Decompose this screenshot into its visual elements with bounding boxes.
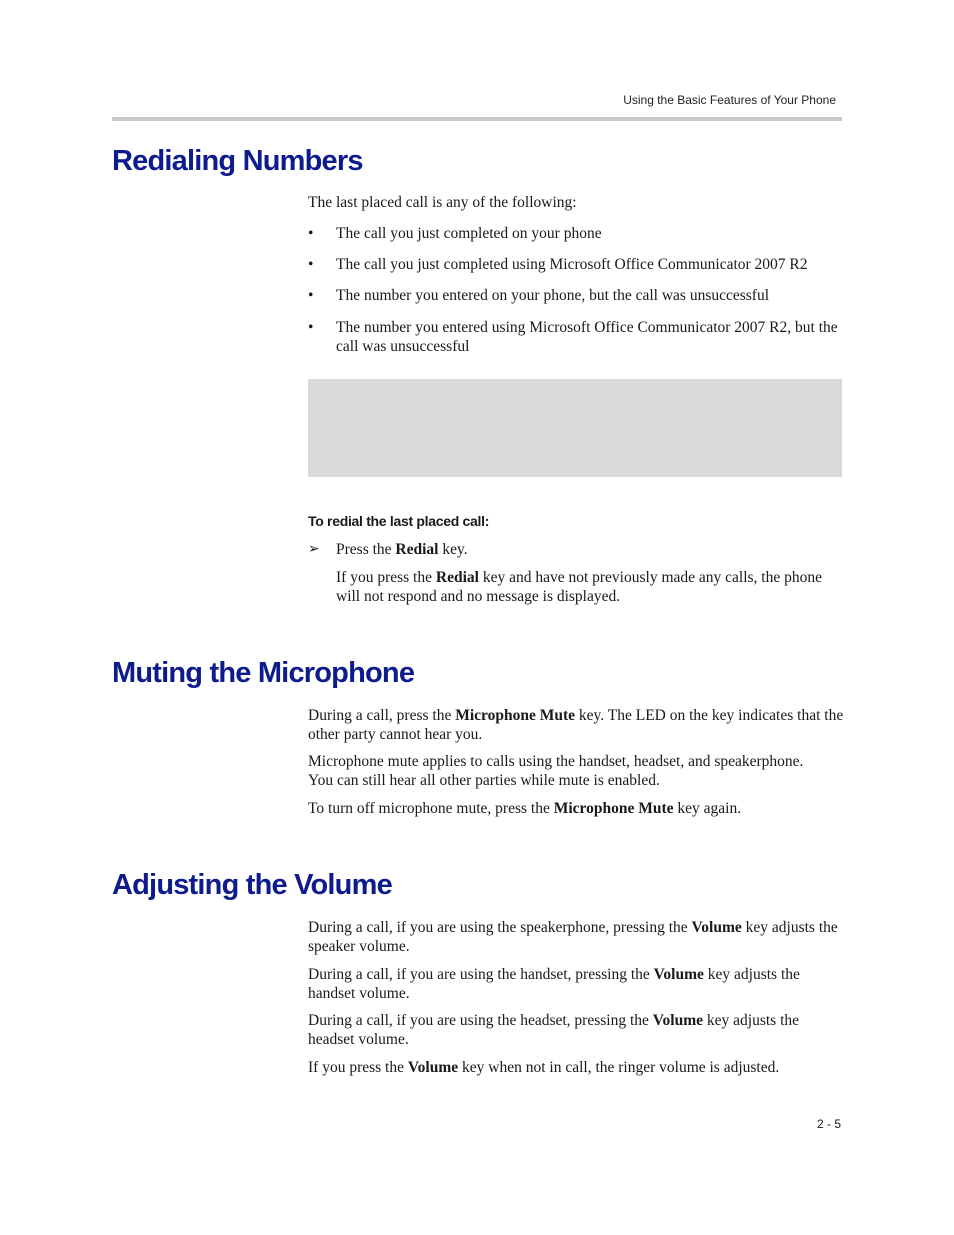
paragraph-text: During a call, if you are using the handset, pressing the: [308, 966, 654, 983]
list-item-text: The number you entered using Microsoft Office Communicator 2007 R2, but the call was unsuccessful: [336, 319, 838, 355]
paragraph-text: Microphone mute applies to calls using the handset, headset, and speakerphone. You can still hear all other parties while mute is enabled.: [308, 753, 804, 789]
key-name: Volume: [653, 966, 704, 983]
header-rule: [112, 117, 842, 121]
key-name: Volume: [691, 919, 742, 936]
mute-paragraph-3: [308, 800, 848, 819]
step-text: key.: [438, 541, 468, 558]
step-text: Press the: [336, 541, 396, 558]
volume-paragraph-3: [308, 1012, 848, 1049]
paragraph-text: If you press the: [308, 1059, 408, 1076]
mute-paragraph-1: [308, 707, 848, 744]
paragraph-text: During a call, if you are using the speakerphone, pressing the: [308, 919, 692, 936]
key-name: Microphone Mute: [553, 800, 674, 817]
paragraph-text: During a call, press the: [308, 707, 456, 724]
procedure-step: [336, 541, 846, 560]
key-name: Volume: [652, 1012, 704, 1029]
paragraph-text: During a call, if you are using the headset, pressing the: [308, 1012, 653, 1029]
step-note-text: If you press the: [336, 569, 436, 586]
paragraph-text: key again.: [673, 800, 742, 817]
procedure-title: To redial the last placed call:: [308, 513, 490, 529]
bullet-mark: •: [308, 225, 314, 242]
paragraph-text: To turn off microphone mute, press the: [308, 800, 554, 817]
list-item-text: The call you just completed using Microsoft Office Communicator 2007 R2: [336, 256, 808, 273]
note-box: [308, 379, 842, 477]
list-item-text: The call you just completed on your phone: [336, 225, 602, 242]
volume-paragraph-4: [308, 1059, 848, 1078]
bullet-mark: •: [308, 256, 314, 273]
step-note: [336, 569, 836, 606]
heading-adjusting-volume: Adjusting the Volume: [112, 869, 392, 901]
step-arrow-icon: ➢: [308, 541, 320, 557]
page-number: 2 - 5: [816, 1117, 841, 1131]
key-name: Microphone Mute: [455, 707, 576, 724]
mute-paragraph-2: [308, 753, 813, 790]
paragraph-text: key when not in call, the ringer volume is adjusted.: [458, 1059, 780, 1076]
paragraph-text: key adjusts the headset volume.: [308, 1012, 800, 1048]
list-item-text: The number you entered on your phone, but the call was unsuccessful: [336, 287, 770, 304]
paragraph-text: key adjusts the handset volume.: [308, 966, 800, 1002]
step-note-text: key and have not previously made any calls, the phone will not respond and no message is displayed.: [336, 569, 822, 605]
redial-intro: The last placed call is any of the following:: [308, 194, 577, 211]
heading-muting-microphone: Muting the Microphone: [112, 657, 415, 689]
key-name: Volume: [407, 1059, 459, 1076]
heading-redialing-numbers: Redialing Numbers: [112, 145, 363, 177]
paragraph-text: key adjusts the speaker volume.: [308, 919, 838, 955]
key-name: Redial: [435, 569, 479, 586]
volume-paragraph-2: [308, 966, 848, 1003]
volume-paragraph-1: [308, 919, 848, 956]
paragraph-text: key. The LED on the key indicates that the other party cannot hear you.: [308, 707, 844, 743]
key-name: Redial: [395, 541, 439, 558]
bullet-mark: •: [308, 287, 314, 304]
running-header: Using the Basic Features of Your Phone: [623, 93, 836, 107]
bullet-mark: •: [308, 319, 314, 336]
